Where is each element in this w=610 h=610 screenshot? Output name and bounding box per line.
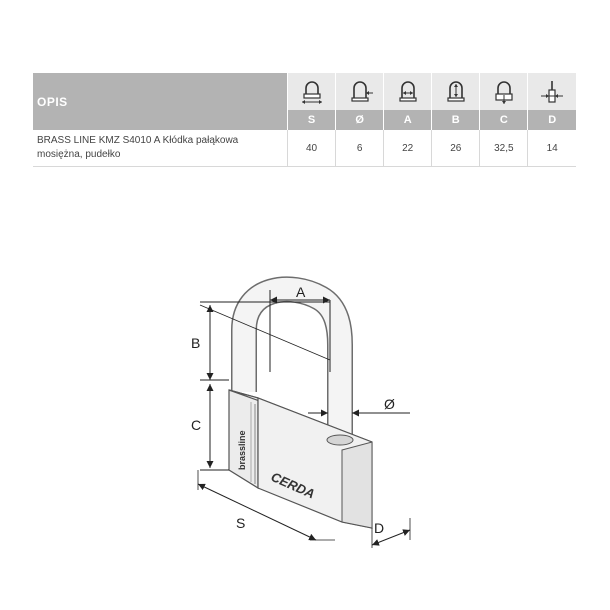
padlock-brand-text: CERDA <box>268 469 318 502</box>
column-label-d: D <box>548 114 557 126</box>
padlock-side-text: brassline <box>237 430 247 470</box>
column-label-c: C <box>499 114 508 126</box>
dimension-label-s: S <box>236 515 246 531</box>
dimension-label-diameter: Ø <box>384 396 395 412</box>
value-b: 26 <box>432 130 480 167</box>
column-label-b: B <box>451 114 460 126</box>
value-d: 14 <box>528 130 576 167</box>
column-label-s: S <box>307 114 316 126</box>
product-description: BRASS LINE KMZ S4010 A Kłódka pałąkowa mosiężna, pudełko <box>33 130 288 167</box>
column-label-diameter: Ø <box>355 114 364 126</box>
dimension-label-d: D <box>374 520 385 536</box>
padlock-illustration <box>229 289 372 528</box>
dimension-label-c: C <box>191 417 202 433</box>
dimension-label-a: A <box>296 284 306 300</box>
value-a: 22 <box>384 130 432 167</box>
value-s: 40 <box>288 130 336 167</box>
dimension-label-b: B <box>191 335 201 351</box>
value-diameter: 6 <box>336 130 384 167</box>
column-label-a: A <box>403 114 412 126</box>
value-c: 32,5 <box>480 130 528 167</box>
description-header: OPIS <box>33 73 288 130</box>
